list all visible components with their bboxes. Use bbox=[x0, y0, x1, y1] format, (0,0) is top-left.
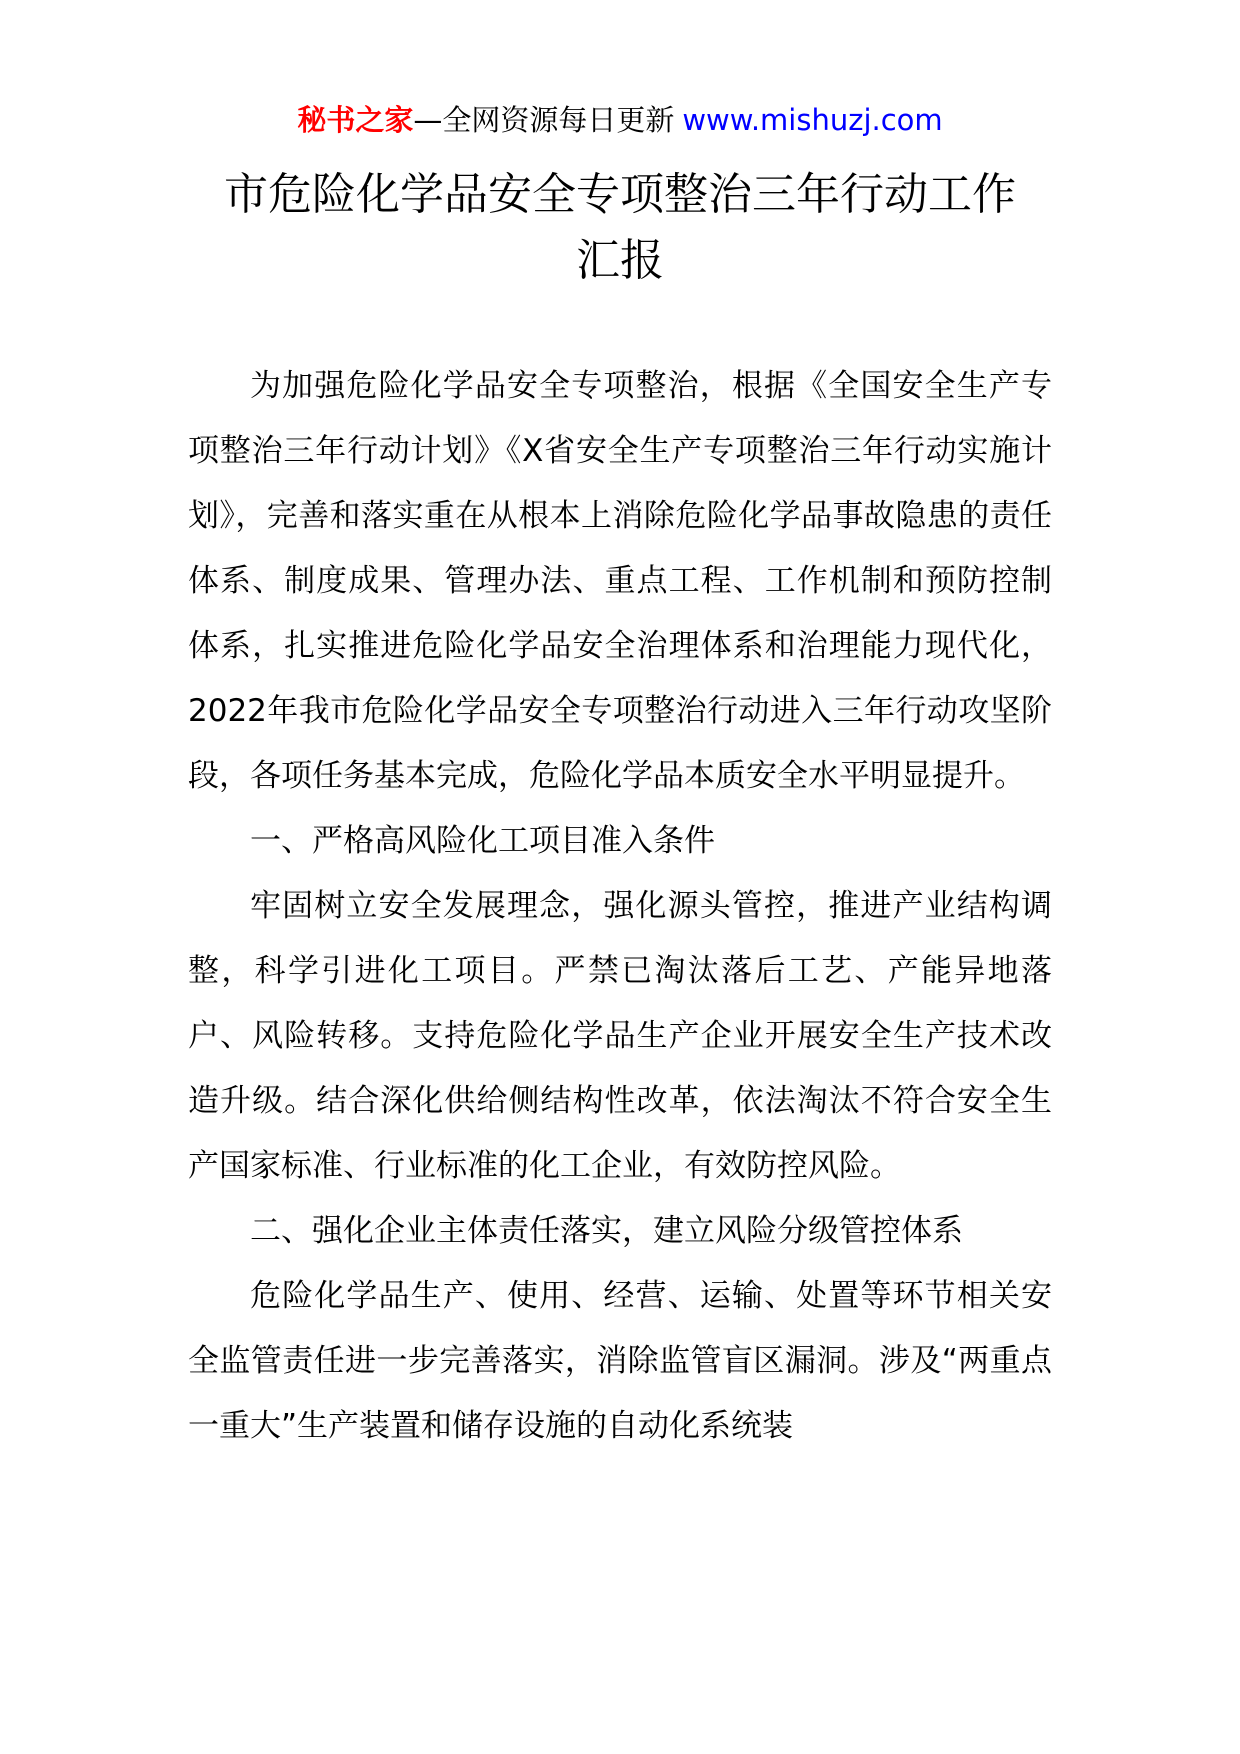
brand-name: 秘书之家 bbox=[297, 103, 414, 137]
brand-tagline: —全网资源每日更新 bbox=[413, 103, 675, 137]
paragraph-section-2: 危险化学品生产、使用、经营、运输、处置等环节相关安全监管责任进一步完善落实，消除监管盲区漏洞。涉及“两重点一重大”生产装置和储存设施的自动化系统装 bbox=[188, 1278, 1052, 1444]
title-line-2: 汇报 bbox=[576, 235, 664, 286]
watermark-header bbox=[0, 100, 1240, 140]
document-title bbox=[150, 162, 1090, 294]
paragraph-intro: 为加强危险化学品安全专项整治，根据《全国安全生产专项整治三年行动计划》《X省安全生产专项整治三年行动实施计划》，完善和落实重在从根本上消除危险化学品事故隐患的责任体系、制度成果、管理办法、重点工程、工作机制和预防控制体系，扎实推进危险化学品安全治理体系和治理能力现代化，2022年我市危险化学品安全专项整治行动进入三年行动攻坚阶段，各项任务基本完成，危险化学品本质安全水平明显提升。 bbox=[188, 368, 1052, 794]
paragraph-section-1: 牢固树立安全发展理念，强化源头管控，推进产业结构调整，科学引进化工项目。严禁已淘汰落后工艺、产能异地落户、风险转移。支持危险化学品生产企业开展安全生产技术改造升级。结合深化供给侧结构性改革，依法淘汰不符合安全生产国家标准、行业标准的化工企业，有效防控风险。 bbox=[188, 888, 1052, 1184]
document-body bbox=[188, 354, 1052, 1459]
section-heading-2: 二、强化企业主体责任落实，建立风险分级管控体系 bbox=[250, 1213, 963, 1249]
section-heading-1: 一、严格高风险化工项目准入条件 bbox=[250, 823, 715, 859]
title-line-1: 市危险化学品安全专项整治三年行动工作 bbox=[224, 169, 1016, 220]
brand-url[interactable]: www.mishuzj.com bbox=[682, 103, 943, 137]
